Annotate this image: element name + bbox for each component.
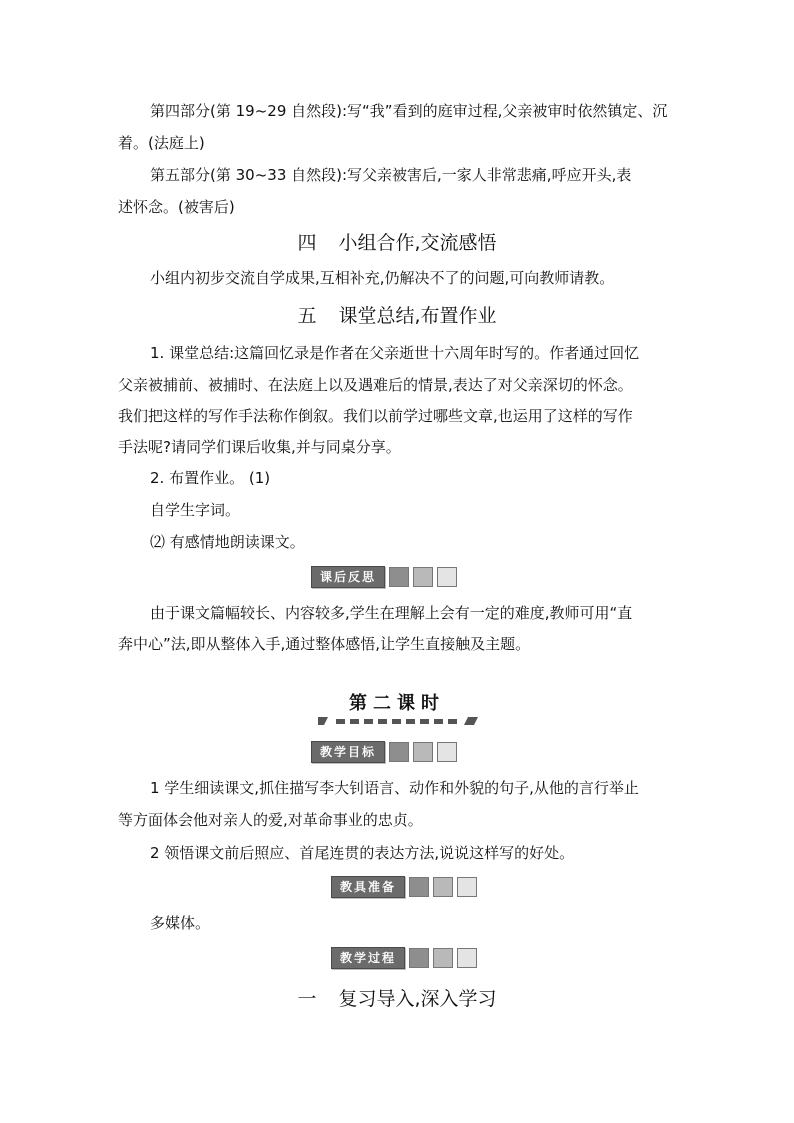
paragraph-summary-line3: 我们把这样的写作手法称作倒叙。我们以前学过哪些文章,也运用了这样的写作 [118, 407, 633, 425]
section-heading-5-number: 五 [297, 305, 317, 327]
paragraph-part5-line2: 述怀念。(被害后) [118, 198, 235, 216]
paragraph-objective1-line2: 等方面体会他对亲人的爱,对革命事业的忠贞。 [118, 811, 423, 829]
paragraph-part4-line1: 第四部分(第 19~29 自然段):写“我”看到的庭审过程,父亲被审时依然镇定、沉 [150, 102, 668, 120]
badge-objectives [311, 740, 457, 764]
section-heading-4 [0, 231, 794, 255]
section-heading-4-text: 小组合作,交流感悟 [338, 232, 497, 254]
paragraph-reflection-line1: 由于课文篇幅较长、内容较多,学生在理解上会有一定的难度,教师可用“直 [150, 604, 633, 622]
badge-tools [331, 875, 477, 899]
badge-square-icon [437, 742, 457, 762]
badge-square-icon [409, 877, 429, 897]
badge-square-icon [413, 567, 433, 587]
badge-tools-label: 教具准备 [331, 876, 405, 898]
paragraph-objective1-line1: 1 学生细读课文,抓住描写李大钊语言、动作和外貌的句子,从他的言行举止 [150, 779, 639, 797]
paragraph-objective2: 2 领悟课文前后照应、首尾连贯的表达方法,说说这样写的好处。 [150, 844, 575, 862]
section-heading-1-text: 复习导入,深入学习 [338, 988, 497, 1010]
section-heading-4-number: 四 [297, 232, 317, 254]
paragraph-part4-line2: 着。(法庭上) [118, 134, 205, 152]
badge-square-icon [389, 742, 409, 762]
badge-square-icon [457, 948, 477, 968]
paragraph-summary-line2: 父亲被捕前、被捕时、在法庭上以及遇难后的情景,表达了对父亲深切的怀念。 [118, 376, 633, 394]
badge-objectives-label: 教学目标 [311, 741, 385, 763]
badge-square-icon [413, 742, 433, 762]
badge-square-icon [437, 567, 457, 587]
section-heading-5 [0, 304, 794, 328]
section-heading-1-number: 一 [297, 988, 317, 1010]
badge-square-icon [433, 877, 453, 897]
badge-square-icon [433, 948, 453, 968]
paragraph-tools: 多媒体。 [150, 914, 211, 932]
badge-square-icon [409, 948, 429, 968]
badge-square-icon [389, 567, 409, 587]
paragraph-homework-item1: 自学生字词。 [150, 501, 241, 519]
badge-reflection [311, 565, 457, 589]
paragraph-summary-line4: 手法呢?请同学们课后收集,并与同桌分享。 [118, 438, 401, 456]
paragraph-group-discussion: 小组内初步交流自学成果,互相补充,仍解决不了的问题,可向教师请教。 [150, 269, 615, 287]
badge-process [331, 946, 477, 970]
badge-process-label: 教学过程 [331, 947, 405, 969]
paragraph-part5-line1: 第五部分(第 30~33 自然段):写父亲被害后,一家人非常悲痛,呼应开头,表 [150, 166, 632, 184]
badge-square-icon [457, 877, 477, 897]
paragraph-reflection-line2: 奔中心”法,即从整体入手,通过整体感悟,让学生直接触及主题。 [118, 635, 531, 653]
section-heading-5-text: 课堂总结,布置作业 [338, 305, 497, 327]
badge-reflection-label: 课后反思 [311, 566, 385, 588]
section-heading-1 [0, 987, 794, 1011]
paragraph-summary-line1: 1. 课堂总结:这篇回忆录是作者在父亲逝世十六周年时写的。作者通过回忆 [150, 344, 640, 362]
lesson-title: 第二课时 [349, 693, 445, 714]
paragraph-homework-item2: ⑵ 有感情地朗读课文。 [150, 533, 305, 551]
paragraph-homework-title: 2. 布置作业。 (1) [150, 469, 271, 487]
lesson-title-underline-decoration [318, 715, 478, 727]
